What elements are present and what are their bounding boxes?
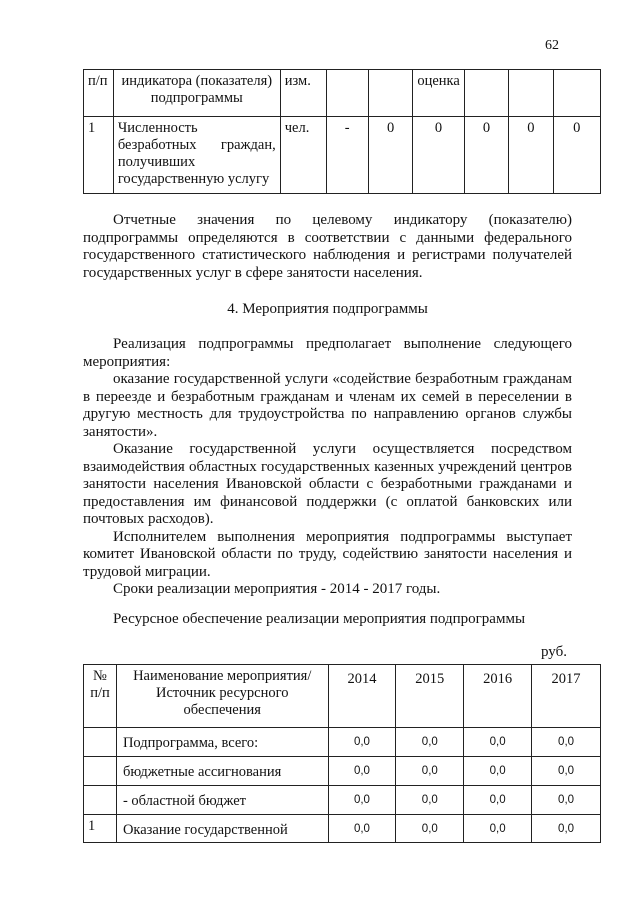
unit-cell: чел. bbox=[280, 117, 326, 194]
row-value: 0,0 bbox=[464, 728, 532, 757]
section-heading: 4. Мероприятия подпрограммы bbox=[227, 301, 428, 317]
row-value: 0,0 bbox=[396, 757, 464, 786]
header-cell bbox=[326, 70, 368, 117]
units-label: руб. bbox=[541, 644, 567, 660]
header-year: 2015 bbox=[396, 665, 464, 728]
value-cell: 0 bbox=[553, 117, 600, 194]
value-cell: 0 bbox=[464, 117, 508, 194]
page-number: 62 bbox=[545, 38, 559, 53]
row-value: 0,0 bbox=[328, 728, 396, 757]
value-cell: 0 bbox=[368, 117, 412, 194]
row-value: 0,0 bbox=[396, 728, 464, 757]
paragraph: Реализация подпрограммы предполагает выполнение следующего мероприятия: bbox=[83, 336, 572, 370]
row-num bbox=[84, 786, 117, 815]
row-value: 0,0 bbox=[532, 815, 601, 843]
header-name: Наименование мероприятия/Источник ресурсного обеспечения bbox=[116, 665, 328, 728]
row-value: 0,0 bbox=[532, 786, 601, 815]
table-row bbox=[84, 728, 601, 757]
header-cell bbox=[464, 70, 508, 117]
resource-table bbox=[83, 664, 601, 843]
row-value: 0,0 bbox=[532, 728, 601, 757]
value-cell: 0 bbox=[509, 117, 553, 194]
indicator-name: Численность безработных граждан, получивших государственную услугу bbox=[113, 117, 280, 194]
reporting-paragraph-block bbox=[83, 212, 572, 282]
row-value: 0,0 bbox=[328, 757, 396, 786]
resource-header-row bbox=[84, 665, 601, 728]
header-cell: оценка bbox=[413, 70, 464, 117]
row-num: 1 bbox=[84, 815, 117, 843]
paragraph: оказание государственной услуги «содействие безработным гражданам в переезде и безработным гражданам и членам их семей в переселении в другую местность для трудоустройства по направлению органов службы занятости». bbox=[83, 371, 572, 440]
paragraph: Исполнителем выполнения мероприятия подпрограммы выступает комитет Ивановской области по труду, содействию занятости населения и трудовой миграции. bbox=[83, 528, 572, 580]
row-name: Оказание государственной bbox=[116, 815, 328, 843]
row-value: 0,0 bbox=[464, 815, 532, 843]
reporting-paragraph: Отчетные значения по целевому индикатору (показателю) подпрограммы определяются в соответствии с данными федерального государственного статистического наблюдения и регистрами получателей государственных услуг в сфере занятости населения. bbox=[83, 212, 572, 281]
indicator-table bbox=[83, 69, 601, 194]
row-value: 0,0 bbox=[328, 815, 396, 843]
header-cell: индикатора (показателя) подпрограммы bbox=[113, 70, 280, 117]
header-cell bbox=[553, 70, 600, 117]
table-row bbox=[84, 757, 601, 786]
value-cell: 0 bbox=[413, 117, 464, 194]
header-cell bbox=[368, 70, 412, 117]
row-number: 1 bbox=[84, 117, 114, 194]
table-row bbox=[84, 786, 601, 815]
row-value: 0,0 bbox=[464, 757, 532, 786]
row-name: - областной бюджет bbox=[116, 786, 328, 815]
row-value: 0,0 bbox=[396, 815, 464, 843]
paragraph: Сроки реализации мероприятия - 2014 - 2017 годы. bbox=[113, 581, 441, 597]
resource-caption: Ресурсное обеспечение реализации мероприятия подпрограммы bbox=[113, 611, 526, 627]
value-cell: - bbox=[326, 117, 368, 194]
measures-text-block bbox=[83, 336, 572, 599]
header-year: 2014 bbox=[328, 665, 396, 728]
header-year: 2017 bbox=[532, 665, 601, 728]
row-value: 0,0 bbox=[328, 786, 396, 815]
header-cell: изм. bbox=[280, 70, 326, 117]
header-cell bbox=[509, 70, 553, 117]
paragraph: Оказание государственной услуги осуществляется посредством взаимодействия областных государственных казенных учреждений центров занятости населения Ивановской области с безработными гражданами и предоставления им финансовой поддержки (с оплатой банковских или почтовых расходов). bbox=[83, 441, 572, 527]
row-num bbox=[84, 757, 117, 786]
header-year: 2016 bbox=[464, 665, 532, 728]
table-row bbox=[84, 815, 601, 843]
row-name: Подпрограмма, всего: bbox=[116, 728, 328, 757]
indicator-header-row bbox=[84, 70, 601, 117]
indicator-row bbox=[84, 117, 601, 194]
row-name: бюджетные ассигнования bbox=[116, 757, 328, 786]
header-cell: п/п bbox=[84, 70, 114, 117]
row-num bbox=[84, 728, 117, 757]
row-value: 0,0 bbox=[464, 786, 532, 815]
row-value: 0,0 bbox=[396, 786, 464, 815]
row-value: 0,0 bbox=[532, 757, 601, 786]
header-num: № п/п bbox=[84, 665, 117, 728]
